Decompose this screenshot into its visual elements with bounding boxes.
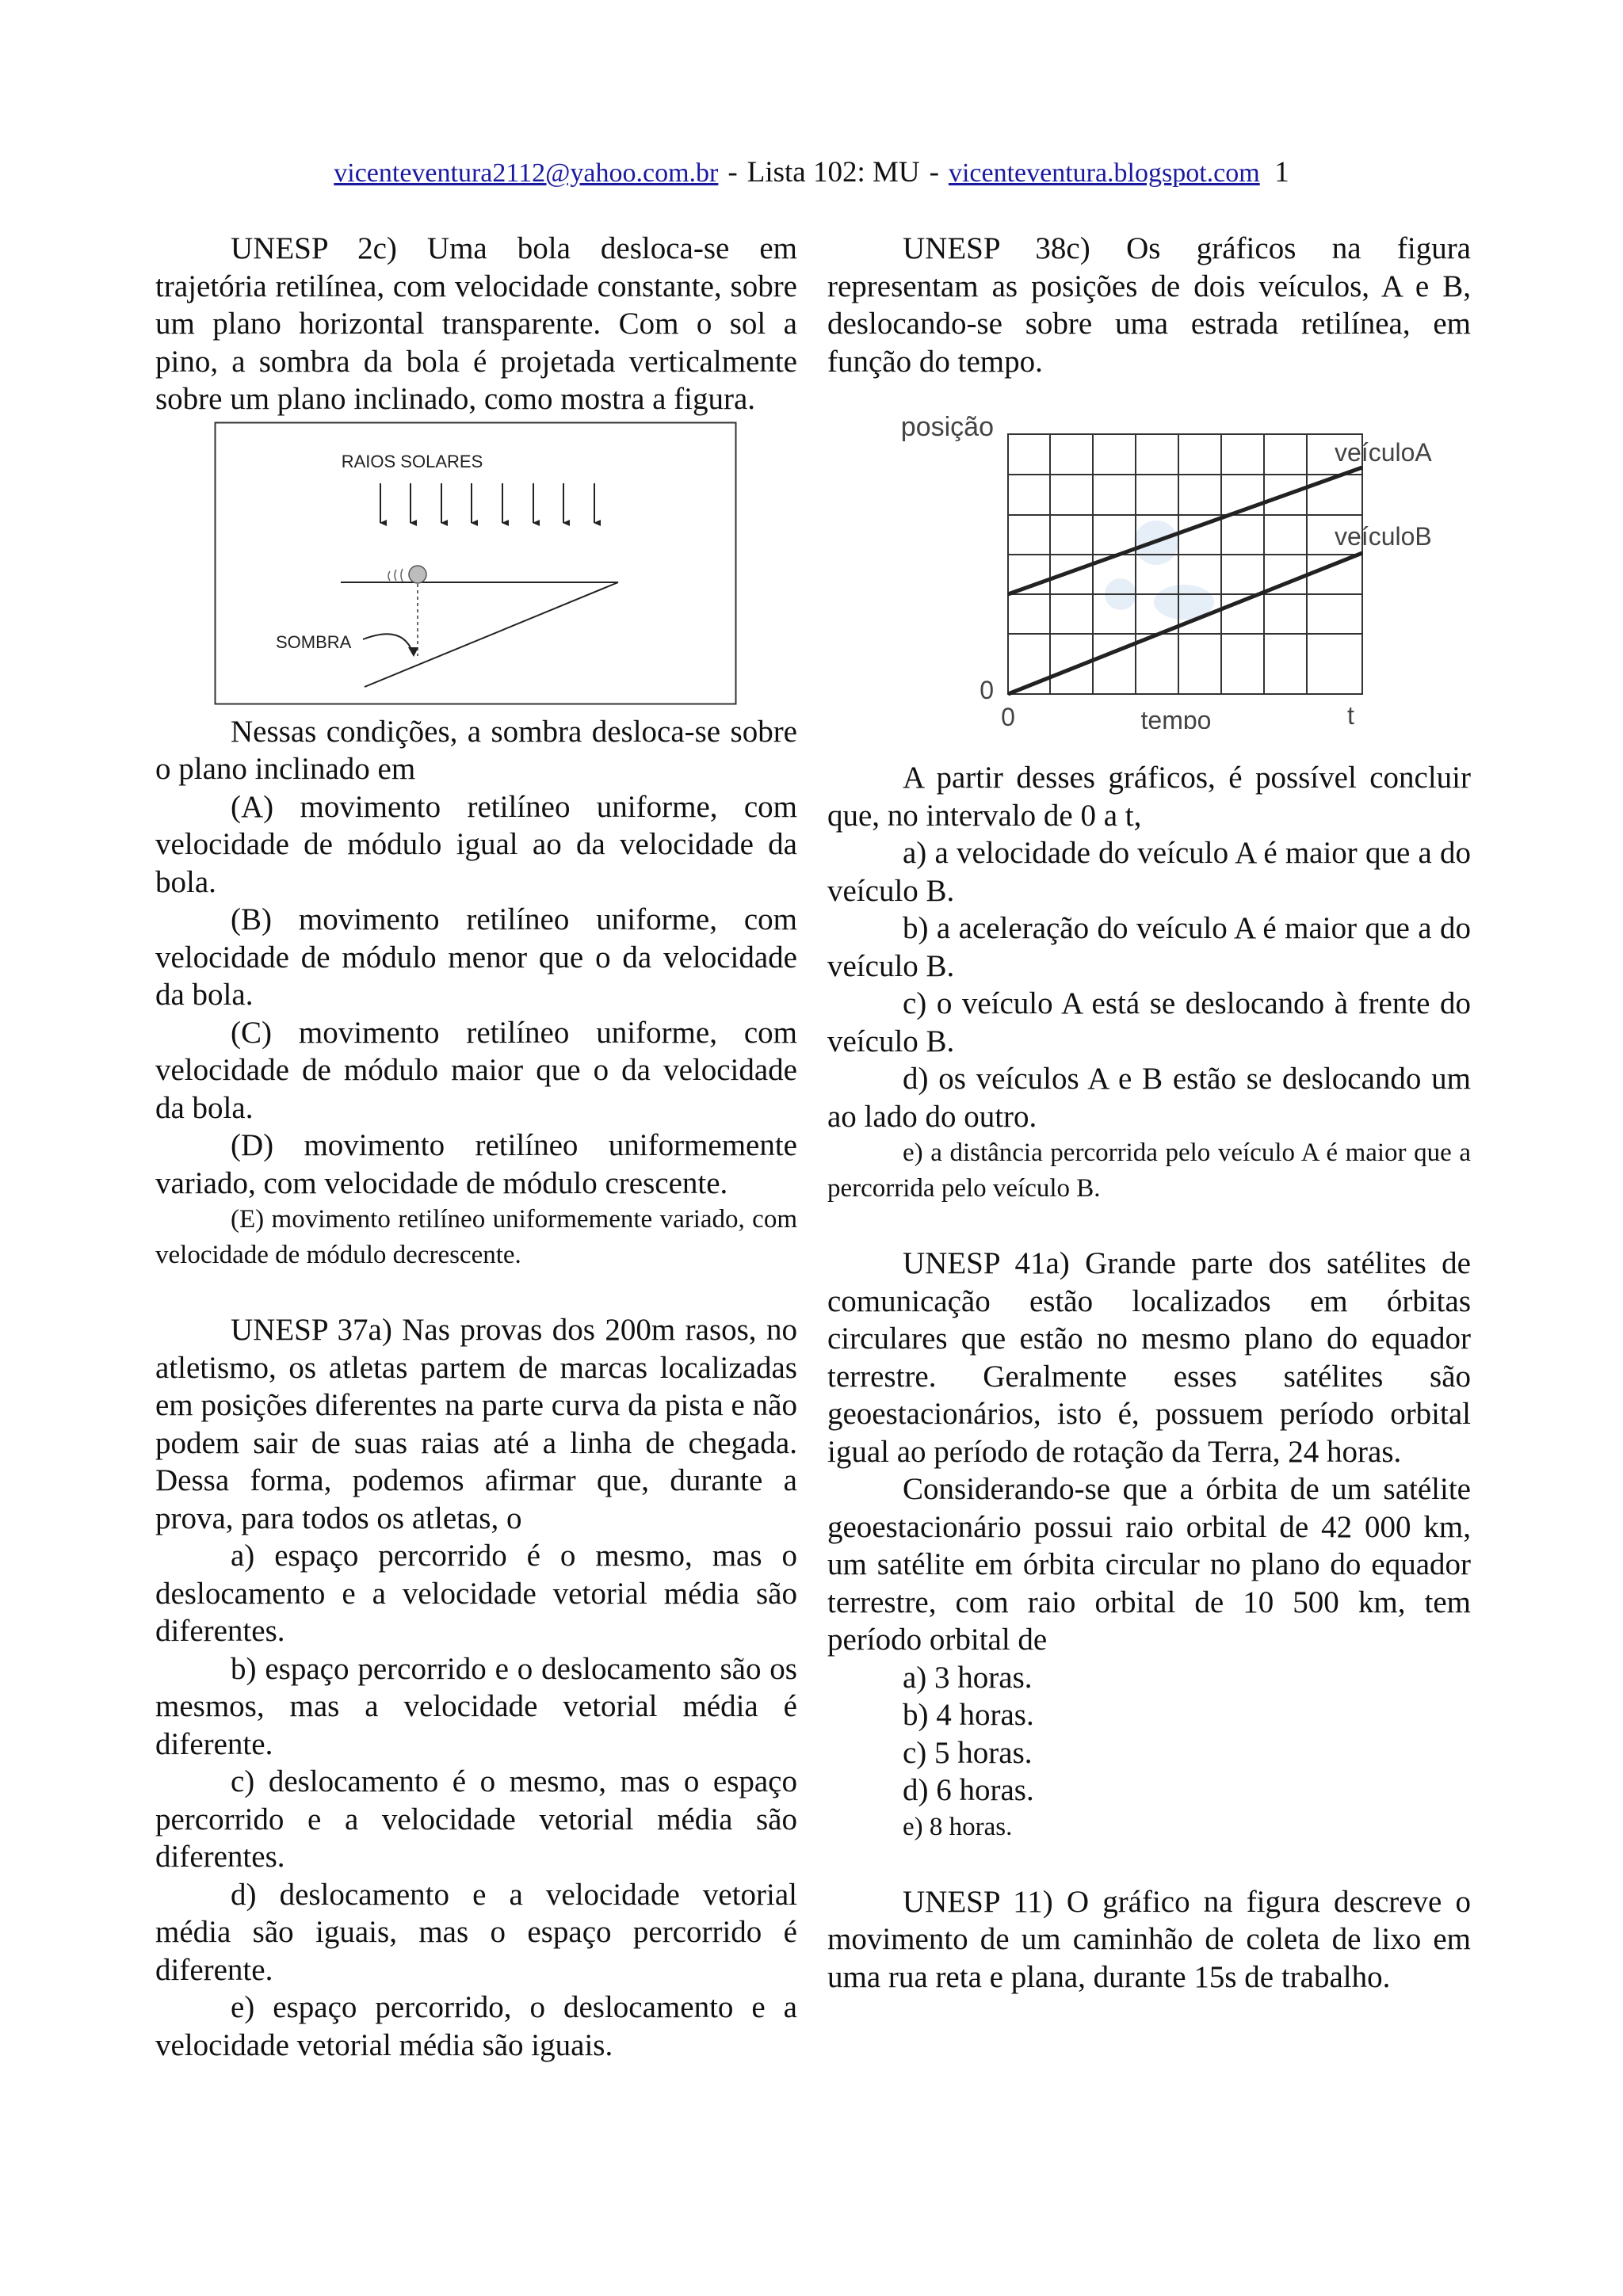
option-e: e) a distância percorrida pelo veículo A é maior que a percorrida pelo veículo B. [827,1138,1471,1203]
rays-label: RAIOS SOLARES [341,451,483,471]
solar-rays-diagram [214,421,737,705]
left-column [155,230,797,2064]
option-d: d) 6 horas. [903,1773,1034,1807]
list-title: Lista 102: MU [747,156,920,189]
shadow-label: SOMBRA [276,631,352,652]
option-b: b) espaço percorrido e o deslocamento são os mesmos, mas a velocidade vetorial média é diferente. [155,1651,797,1761]
graph-grid [1008,434,1362,694]
vehicle-b-label: veículoB [1335,522,1432,551]
x-axis-label: tempo [1140,706,1212,729]
option-d: (D) movimento retilíneo uniformemente variado, com velocidade de módulo crescente. [155,1128,797,1200]
option-d: d) os veículos A e B estão se deslocando um ao lado do outro. [827,1062,1471,1134]
option-b: (B) movimento retilíneo uniforme, com velocidade de módulo menor que o da velocidade da bola. [155,902,797,1012]
right-column [827,230,1471,1996]
header-separator: - [727,156,738,189]
y-origin-label: 0 [980,676,994,704]
page-number: 1 [1274,156,1289,189]
option-c: c) deslocamento é o mesmo, mas o espaço percorrido e a velocidade vetorial média são diferentes. [155,1764,797,1874]
option-c: (C) movimento retilíneo uniforme, com velocidade de módulo maior que o da velocidade da bola. [155,1015,797,1125]
position-graph-figure [859,412,1461,729]
question-unesp-41a: UNESP 41a) Grande parte dos satélites de comunicação estão localizados em órbitas circulares que estão no mesmo plano do equador terrestre. Geralmente esses satélites são geoestacionários, isto é, possuem período orbital igual ao período de rotação da Terra, 24 horas. [827,1246,1471,1469]
option-a: (A) movimento retilíneo uniforme, com velocidade de módulo igual ao da velocidade da bola. [155,789,797,899]
x-origin-label: 0 [1001,703,1015,729]
question-unesp-37a: UNESP 37a) Nas provas dos 200m rasos, no atletismo, os atletas partem de marcas localizadas em posições diferentes na parte curva da pista e não podem sair de suas raias até a linha de chegada. Dessa forma, podemos afirmar que, durante a prova, para todos os atletas, o [155,1313,797,1535]
option-e: e) 8 horas. [903,1812,1013,1841]
option-b: b) 4 horas. [903,1698,1034,1732]
ball [409,566,426,583]
position-time-graph [859,412,1461,729]
option-a: a) a velocidade do veículo A é maior que a do veículo B. [827,836,1471,908]
y-axis-label: posição [900,412,994,442]
question-unesp-38c: UNESP 38c) Os gráficos na figura representam as posições de dois veículos, A e B, deslocando-se sobre uma estrada retilínea, em função do tempo. [827,231,1471,379]
option-a: a) espaço percorrido é o mesmo, mas o deslocamento e a velocidade vetorial média são diferentes. [155,1539,797,1648]
option-c: c) 5 horas. [903,1735,1033,1770]
t-label: t [1347,701,1354,729]
blog-link[interactable]: vicenteventura.blogspot.com [948,158,1260,188]
question-unesp-2c: UNESP 2c) Uma bola desloca-se em trajetória retilínea, com velocidade constante, sobre um plano horizontal transparente. Com o sol a pino, a sombra da bola é projetada verticalmente sobre um plano inclinado, como mostra a figura. [155,231,797,416]
option-c: c) o veículo A está se deslocando à frente do veículo B. [827,986,1471,1058]
question-unesp-11: UNESP 11) O gráfico na figura descreve o movimento de um caminhão de coleta de lixo em uma rua reta e plana, durante 15s de trabalho. [827,1884,1471,1994]
option-a: a) 3 horas. [903,1660,1033,1695]
email-link[interactable]: vicenteventura2112@yahoo.com.br [334,158,719,188]
option-d: d) deslocamento e a velocidade vetorial média são iguais, mas o espaço percorrido é diferente. [155,1877,797,1987]
watermark [1105,521,1214,620]
page-header [0,155,1623,189]
solar-rays-figure [214,421,737,705]
header-separator: - [929,156,939,189]
vehicle-a-label: veículoA [1335,438,1432,467]
question-stem: A partir desses gráficos, é possível concluir que, no intervalo de 0 a t, [827,761,1471,833]
question-stem: Considerando-se que a órbita de um satélite geoestacionário possui raio orbital de 42 000 km, um satélite em órbita circular no plano do equador terrestre, com raio orbital de 10 500 km, tem período orbital de [827,1472,1471,1657]
option-e: e) espaço percorrido, o deslocamento e a velocidade vetorial média são iguais. [155,1990,797,2062]
option-e: (E) movimento retilíneo uniformemente variado, com velocidade de módulo decrescente. [155,1205,797,1269]
question-stem: Nessas condições, a sombra desloca-se sobre o plano inclinado em [155,714,797,786]
option-b: b) a aceleração do veículo A é maior que a do veículo B. [827,911,1471,983]
